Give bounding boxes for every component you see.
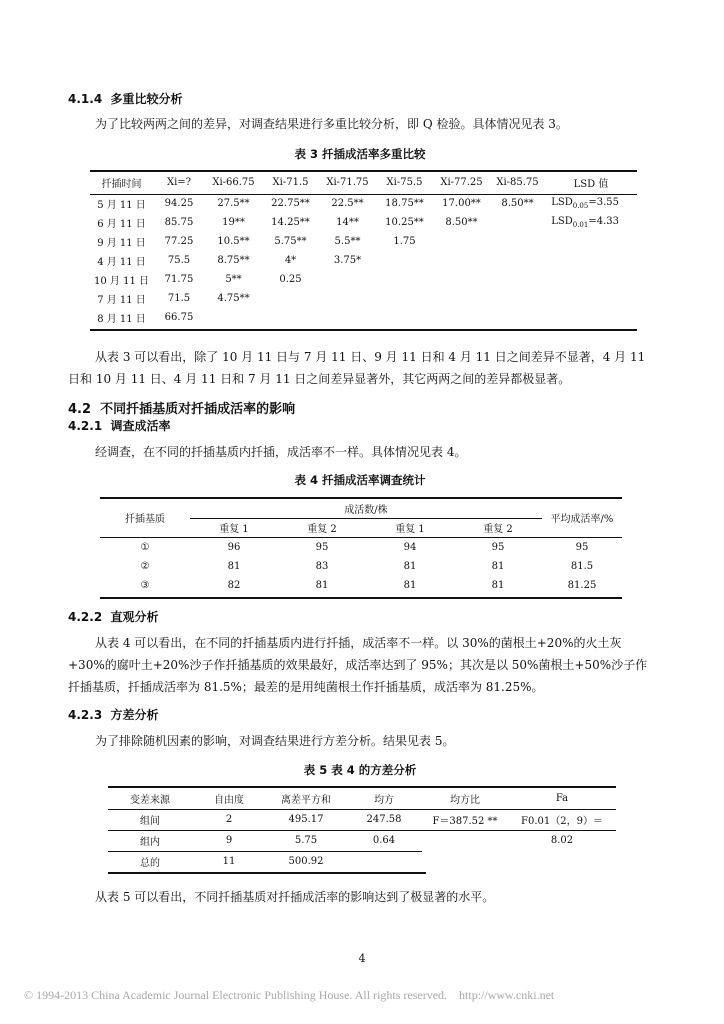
table4-cell: 82 [227,580,241,591]
section-heading-4-2-3: 4.2.3 方差分析 [68,708,159,722]
table5-cell: 0.64 [346,830,422,851]
table-row [90,270,637,289]
table4-subheader-cell: 重复 1 [219,524,249,535]
lsd-value: $LSD_{0.01}=4.33$ [551,216,619,229]
table5-cell: 组内 [108,830,192,851]
table3-cell: 5** [225,274,242,285]
table5-cell: 11 [222,856,236,868]
table-row [90,194,637,213]
table3-cell: 17.00** [442,198,481,210]
table3-cell: 14.25** [271,217,310,228]
table3-header-cell: Xi-71.5 [272,177,309,189]
section-heading-4-2-2: 4.2.2 直观分析 [68,610,159,624]
paragraph-5: 为了排除随机因素的影响，对调查结果进行方差分析。结果见表 5。 [95,734,455,748]
table4-header-cell: 平均成活率/% [550,514,614,526]
table3-cell [262,289,319,308]
table4-cell: 83 [315,561,329,572]
table-row [90,213,637,232]
page-number: 4 [358,952,366,965]
table3-cell: 5.5** [334,236,361,247]
table4-cell: ① [140,542,150,553]
table3-cell: 10 月 11 日 [94,276,149,287]
table3-cell: 19** [222,217,245,228]
table4-cell: 81.25 [567,580,597,591]
table3-cell: 94.25 [164,198,194,210]
table3-header-cell: Xi-71.75 [326,177,369,189]
table3-header-cell: Xi-66.75 [212,177,255,189]
table4-cell: 96 [227,542,241,553]
table3-header-row [90,172,637,194]
table3-cell [545,308,637,327]
table3-cell [319,308,376,327]
table3-cell [319,289,376,308]
table3-cell [433,308,490,327]
table4-cell: 81 [491,580,505,591]
table3 [90,170,637,331]
table3-cell: 4 月 11 日 [97,257,146,268]
table3-cell [545,270,637,289]
table3-cell: 5 月 11 日 [97,200,146,212]
table4-subheader-cell: 重复 2 [483,524,513,535]
table5-cell: 8.02 [550,835,574,847]
table3-cell: 8 月 11 日 [97,314,146,325]
lsd-value: $LSD_{0.05}=3.55$ [551,197,619,211]
table5-cell: 9 [192,830,266,851]
paragraph-2: 从表 3 可以看出，除了 10 月 11 日与 7 月 11 日、9 月 11 日和 4 月 11 日之间差异不显著，4 月 11 日和 10 月 11 日、4 月 11 日和 7 月 11 日之间差异显著外，其它两两之间的差异都极显著。 [68,350,646,386]
table-row [90,289,637,308]
table3-cell [262,308,319,327]
table5-cell: F0.01（2，9）＝ [521,816,603,827]
table3-cell: 10.5** [217,236,250,247]
table3-cell [433,289,490,308]
table5-caption: 表 5 表 4 的方差分析 [303,763,417,777]
table3-cell [490,289,545,308]
table3-cell [376,251,433,270]
table3-header-cell: 扦插时间 [101,179,142,191]
table3-cell: 8.50** [445,217,478,228]
table3-cell [205,308,262,327]
table3-header-cell: Xi-75.5 [386,177,423,189]
table4-cell: 81 [403,580,417,591]
table3-cell [490,251,545,270]
table3-caption: 表 3 扦插成活率多重比较 [294,147,426,161]
table3-cell: 22.5** [331,198,364,210]
table3-cell [545,289,637,308]
table4-cell: 95 [315,542,329,553]
table3-cell [433,270,490,289]
copyright-text: © 1994-2013 China Academic Journal Electronic Publishing House. All rights reserved. [24,988,448,1002]
paragraph-6: 从表 5 可以看出，不同扦插基质对扦插成活率的影响达到了极显著的水平。 [95,890,495,904]
table3-cell: 18.75** [385,198,424,210]
table3-cell: 6 月 11 日 [97,219,146,230]
table-row [90,232,637,251]
table3-header-cell: Xi=? [166,177,192,189]
table3-header-cell: Xi-77.25 [440,177,483,189]
table5-header-cell: 离差平方和 [281,794,331,806]
table4-cell: 81 [315,580,329,591]
table3-cell [490,270,545,289]
table5-header-cell: Fa [555,792,569,804]
table-row [108,830,616,851]
table3-cell [490,213,545,232]
table3-cell [319,270,376,289]
table3-cell [376,289,433,308]
table3-cell [433,251,490,270]
table3-cell [376,308,433,327]
table3-cell: 8.50** [501,198,534,210]
table5-cell [422,830,508,851]
table3-cell: 27.5** [217,198,250,210]
table3-cell [376,270,433,289]
table-row [108,851,616,872]
table5-cell: F＝387.52 ** [432,816,498,827]
table3-cell: 0.25 [279,274,302,285]
table5-header-cell: 均方 [374,794,394,806]
table4-cell: 81 [491,561,505,572]
table3-cell: 4.75** [217,293,250,304]
table3-cell: 66.75 [164,312,194,323]
cnki-link[interactable]: http://www.cnki.net [459,988,555,1002]
copyright-footer [24,988,554,1003]
table3-cell [433,232,490,251]
table4-cell: 95 [491,542,505,553]
table3-header-cell: Xi-85.75 [496,177,539,189]
table-row [90,251,637,270]
table4-subheader-cell: 重复 2 [307,524,337,535]
table5-cell: 组间 [140,816,160,827]
section-heading-4-1-4: 4.1.4 多重比较分析 [68,92,183,106]
table3-cell: 71.75 [164,274,194,285]
table4-header-cell: 扦插基质 [125,514,165,526]
section-heading-4-2-1: 4.2.1 调查成活率 [68,419,171,433]
table3-cell: 10.25** [385,217,424,228]
table-row [100,557,622,576]
table4-caption: 表 4 扦插成活率调查统计 [294,473,426,487]
table-row [90,308,637,327]
table-row [100,538,622,557]
table3-cell: 14** [336,217,359,228]
paragraph-1: 为了比较两两之间的差异，对调查结果进行多重比较分析，即 Q 检验。具体情况见表 3。 [95,117,568,131]
table4-group-header: 成活数/株 [190,499,542,518]
table5-cell: 247.58 [366,814,402,825]
table5-header-cell: 变差来源 [130,794,170,806]
table4-cell: 95 [575,542,589,553]
table5-cell: 495.17 [288,814,324,825]
table-row [108,809,616,830]
table5-cell: 500.92 [288,856,324,868]
table4-cell: ② [140,561,150,572]
section-heading-4-2: 4.2 不同扦插基质对扦插成活率的影响 [68,402,296,417]
paragraph-4: 从表 4 可以看出，在不同的扦插基质内进行扦插，成活率不一样。以 30%的菌根土+20%的火土灰+30%的腐叶土+20%沙子作扦插基质的效果最好，成活率达到了 95%；其次是以 50%菌根土+50%沙子作扦插基质，扦插成活率为 81.5%；最差的是用纯菌根土作扦插基质，成活率为 81.25%。 [68,636,648,694]
table5-cell: 5.75 [266,830,346,851]
table5-header-row [108,788,616,809]
table3-cell: 8.75** [217,255,250,266]
table5-header-cell: 均方比 [450,794,480,806]
table3-cell: 3.75* [333,255,362,266]
table5-header-cell: 自由度 [214,794,244,806]
table5 [108,786,616,874]
table5-cell [422,851,508,872]
table3-cell: 5.75** [274,236,307,247]
table3-cell [490,232,545,251]
table4-header-row [100,499,622,518]
table3-cell: 71.5 [167,293,191,304]
table4-cell: 81 [403,561,417,572]
table3-header-cell: LSD 值 [573,179,609,191]
paragraph-3: 经调查，在不同的扦插基质内扦插，成活率不一样。具体情况见表 4。 [95,445,467,459]
table5-cell [346,851,422,872]
table3-cell: 1.75 [393,236,416,247]
table4-cell: 94 [403,542,417,553]
table5-cell: 2 [225,814,233,825]
table3-cell [545,251,637,270]
table3-cell [545,232,637,251]
table4-subheader-cell: 重复 1 [395,524,425,535]
table4-cell: 81.5 [570,561,594,572]
table3-cell [490,308,545,327]
table4-cell: 81 [227,561,241,572]
table5-cell: 总的 [140,858,160,870]
table3-cell: 77.25 [164,236,194,247]
table3-cell: 75.5 [167,255,191,266]
table4-cell: ③ [140,580,150,591]
table3-cell: 22.75** [271,198,310,210]
table3-cell: 4* [284,255,297,266]
table4 [100,497,622,599]
table3-cell: 9 月 11 日 [97,238,146,249]
table3-cell: 7 月 11 日 [97,295,146,306]
table3-cell: 85.75 [164,217,194,228]
table-row [100,576,622,595]
table5-cell [508,851,616,872]
